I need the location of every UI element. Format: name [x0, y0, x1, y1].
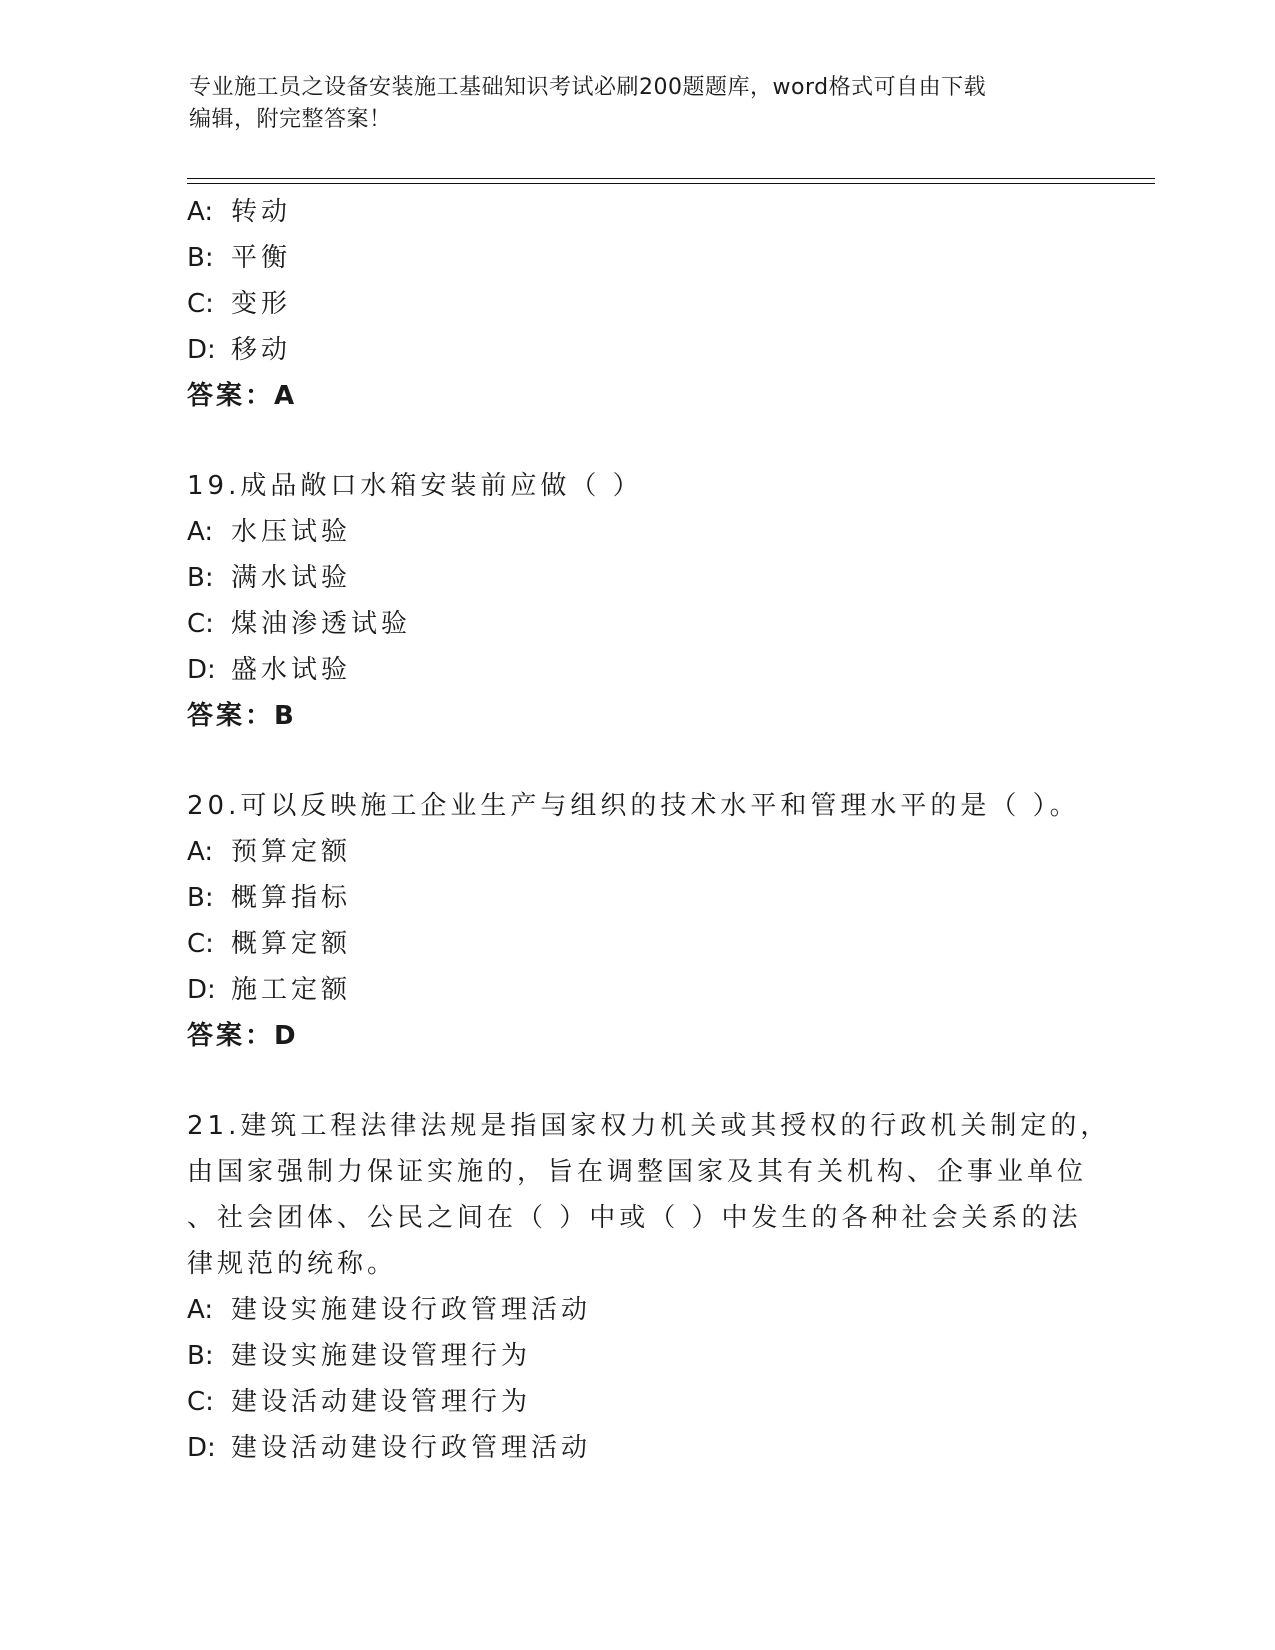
option-letter: A: [187, 837, 214, 867]
option-c [187, 1379, 1087, 1425]
option-letter: D: [187, 975, 216, 1005]
question-list [187, 189, 1111, 1471]
option-text: 施工定额 [231, 975, 352, 1005]
option-text: 满水试验 [231, 563, 352, 593]
option-text: 转动 [231, 197, 292, 227]
header-rule-top [187, 178, 1155, 179]
question-text-line: 21.建筑工程法律法规是指国家权力机关或其授权的行政机关制定的， [187, 1111, 1111, 1141]
question-text: 20.可以反映施工企业生产与组织的技术水平和管理水平的是（ ）。 [187, 791, 1080, 821]
option-c [187, 921, 1087, 967]
option-letter: A: [187, 1295, 214, 1325]
option-text: 煤油渗透试验 [231, 609, 412, 639]
option-c [187, 281, 1087, 327]
option-b [187, 1333, 1087, 1379]
option-letter: D: [187, 335, 216, 365]
option-letter: C: [187, 289, 214, 319]
option-b [187, 875, 1087, 921]
answer: 答案：D [187, 1021, 299, 1051]
option-letter: B: [187, 243, 214, 273]
option-d [187, 967, 1087, 1013]
question-text-line: 律规范的统称。 [187, 1249, 398, 1279]
option-text: 建设实施建设行政管理活动 [231, 1295, 592, 1325]
question-20 [187, 783, 1087, 1059]
option-a [187, 1287, 1087, 1333]
option-d [187, 1425, 1087, 1471]
question-text-line: 由国家强制力保证实施的，旨在调整国家及其有关机构、企事业单位 [187, 1157, 1088, 1187]
answer: 答案：A [187, 381, 298, 411]
option-letter: C: [187, 929, 214, 959]
header-line-2: 编辑，附完整答案！ [189, 107, 392, 132]
option-d [187, 647, 1087, 693]
option-text: 概算定额 [231, 929, 352, 959]
option-letter: B: [187, 883, 214, 913]
option-text: 建设活动建设行政管理活动 [231, 1433, 592, 1463]
question-21 [187, 1103, 1111, 1471]
option-text: 预算定额 [231, 837, 352, 867]
option-text: 建设活动建设管理行为 [231, 1387, 532, 1417]
option-text: 概算指标 [231, 883, 352, 913]
option-letter: D: [187, 655, 216, 685]
header-line-1: 专业施工员之设备安装施工基础知识考试必刷200题题库，word格式可自由下载 [189, 75, 987, 100]
option-text: 建设实施建设管理行为 [231, 1341, 532, 1371]
option-text: 变形 [231, 289, 292, 319]
option-letter: A: [187, 197, 214, 227]
document-header [189, 72, 1089, 136]
option-b [187, 235, 1087, 281]
header-rule-bottom [187, 183, 1155, 184]
option-text: 盛水试验 [231, 655, 352, 685]
question-text: 19.成品敞口水箱安装前应做（ ） [187, 471, 643, 501]
option-letter: D: [187, 1433, 216, 1463]
option-b [187, 555, 1087, 601]
option-letter: C: [187, 1387, 214, 1417]
option-text: 移动 [231, 335, 292, 365]
option-a [187, 829, 1087, 875]
option-letter: C: [187, 609, 214, 639]
option-a [187, 509, 1087, 555]
option-letter: B: [187, 1341, 214, 1371]
option-letter: A: [187, 517, 214, 547]
option-d [187, 327, 1087, 373]
option-text: 水压试验 [231, 517, 352, 547]
option-a [187, 189, 1087, 235]
question-19 [187, 463, 1087, 739]
question-text-line: 、社会团体、公民之间在（ ）中或（ ）中发生的各种社会关系的法 [187, 1203, 1082, 1233]
question-18 [187, 189, 1087, 419]
option-letter: B: [187, 563, 214, 593]
answer: 答案：B [187, 701, 297, 731]
option-c [187, 601, 1087, 647]
option-text: 平衡 [231, 243, 292, 273]
